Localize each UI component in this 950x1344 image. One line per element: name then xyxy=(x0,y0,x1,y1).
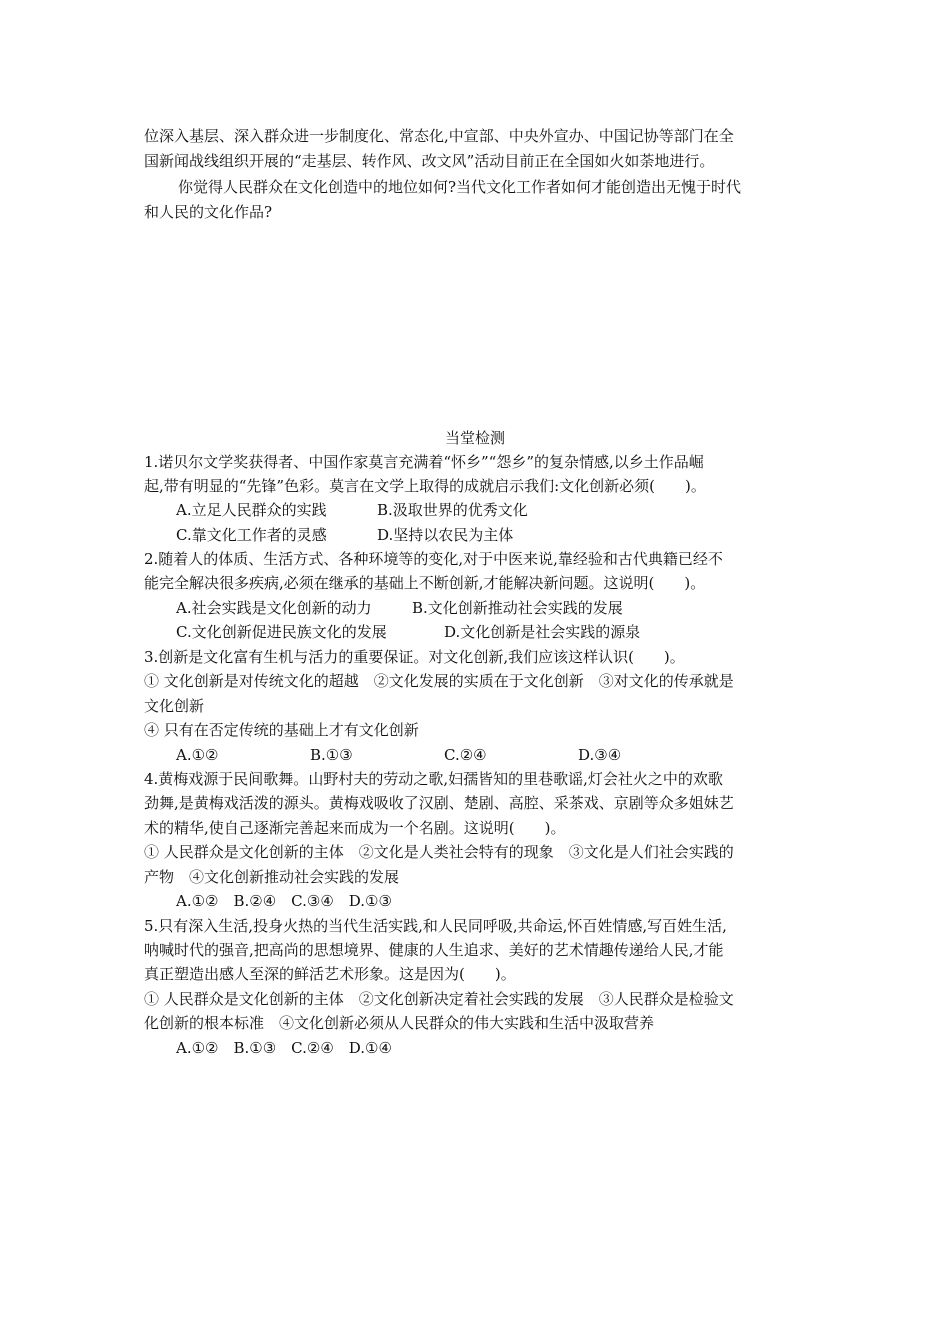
q5-line-3: 真正塑造出感人至深的鲜活艺术形象。这是因为( )。 xyxy=(144,965,516,983)
q1-line-1: 1.诺贝尔文学奖获得者、中国作家莫言充满着“怀乡”“怨乡”的复杂情感,以乡土作品崛 xyxy=(144,453,704,471)
q1-option-d: D.坚持以农民为主体 xyxy=(377,526,514,544)
intro-question-line-1: 你觉得人民群众在文化创造中的地位如何?当代文化工作者如何才能创造出无愧于时代 xyxy=(178,178,742,196)
q4-line-4: ① 人民群众是文化创新的主体 ②文化是人类社会特有的现象 ③文化是人们社会实践的 xyxy=(144,843,734,861)
q2-option-b: B.文化创新推动社会实践的发展 xyxy=(412,599,623,617)
q4-line-5: 产物 ④文化创新推动社会实践的发展 xyxy=(144,868,400,886)
q3-line-2: ① 文化创新是对传统文化的超越 ②文化发展的实质在于文化创新 ③对文化的传承就是 xyxy=(144,672,734,690)
q5-line-5: 化创新的根本标准 ④文化创新必须从人民群众的伟大实践和生活中汲取营养 xyxy=(144,1014,655,1032)
intro-line-2: 国新闻战线组织开展的“走基层、转作风、改文风”活动目前正在全国如火如荼地进行。 xyxy=(144,152,715,170)
q3-option-d: D.③④ xyxy=(578,746,622,764)
q2-options-row-2 xyxy=(176,620,846,644)
q2-option-c: C.文化创新促进民族文化的发展 xyxy=(176,623,387,641)
q5-options: A.①② B.①③ C.②④ D.①④ xyxy=(176,1039,392,1057)
q1-option-b: B.汲取世界的优秀文化 xyxy=(377,501,528,519)
q1-line-2: 起,带有明显的“先锋”色彩。莫言在文学上取得的成就启示我们:文化创新必须( )。 xyxy=(144,477,706,495)
intro-question-line-2: 和人民的文化作品? xyxy=(144,203,273,221)
q3-option-c: C.②④ xyxy=(444,746,487,764)
q2-line-1: 2.随着人的体质、生活方式、各种环境等的变化,对于中医来说,靠经验和古代典籍已经不 xyxy=(144,550,723,568)
q3-line-3: 文化创新 xyxy=(144,697,205,715)
q4-line-2: 劲舞,是黄梅戏活泼的源头。黄梅戏吸收了汉剧、楚剧、高腔、采茶戏、京剧等众多姐妹艺 xyxy=(144,794,734,812)
q5-line-2: 呐喊时代的强音,把高尚的思想境界、健康的人生追求、美好的艺术情趣传递给人民,才能 xyxy=(144,941,724,959)
q2-line-2: 能完全解决很多疾病,必须在继承的基础上不断创新,才能解决新问题。这说明( )。 xyxy=(144,574,706,592)
q1-options-row-1 xyxy=(176,498,846,522)
q1-options-row-2 xyxy=(176,523,846,547)
q5-line-4: ① 人民群众是文化创新的主体 ②文化创新决定着社会实践的发展 ③人民群众是检验文 xyxy=(144,990,734,1008)
q4-options: A.①② B.②④ C.③④ D.①③ xyxy=(176,892,392,910)
q2-options-row-1 xyxy=(176,596,846,620)
q3-options-row xyxy=(176,743,846,767)
q2-option-a: A.社会实践是文化创新的动力 xyxy=(176,599,372,617)
q3-line-4: ④ 只有在否定传统的基础上才有文化创新 xyxy=(144,721,419,739)
q1-option-a: A.立足人民群众的实践 xyxy=(176,501,327,519)
q1-option-c: C.靠文化工作者的灵感 xyxy=(176,526,327,544)
q3-line-1: 3.创新是文化富有生机与活力的重要保证。对文化创新,我们应该这样认识( )。 xyxy=(144,648,685,666)
q3-option-b: B.①③ xyxy=(310,746,353,764)
section-title: 当堂检测 xyxy=(444,429,505,447)
q5-line-1: 5.只有深入生活,投身火热的当代生活实践,和人民同呼吸,共命运,怀百姓情感,写百姓生活, xyxy=(144,917,727,935)
q4-line-3: 术的精华,使自己逐渐完善起来而成为一个名剧。这说明( )。 xyxy=(144,819,566,837)
q2-option-d: D.文化创新是社会实践的源泉 xyxy=(444,623,641,641)
q3-option-a: A.①② xyxy=(176,746,219,764)
intro-line-1: 位深入基层、深入群众进一步制度化、常态化,中宣部、中央外宣办、中国记协等部门在全 xyxy=(144,127,734,145)
q4-line-1: 4.黄梅戏源于民间歌舞。山野村夫的劳动之歌,妇孺皆知的里巷歌谣,灯会社火之中的欢歌 xyxy=(144,770,723,788)
